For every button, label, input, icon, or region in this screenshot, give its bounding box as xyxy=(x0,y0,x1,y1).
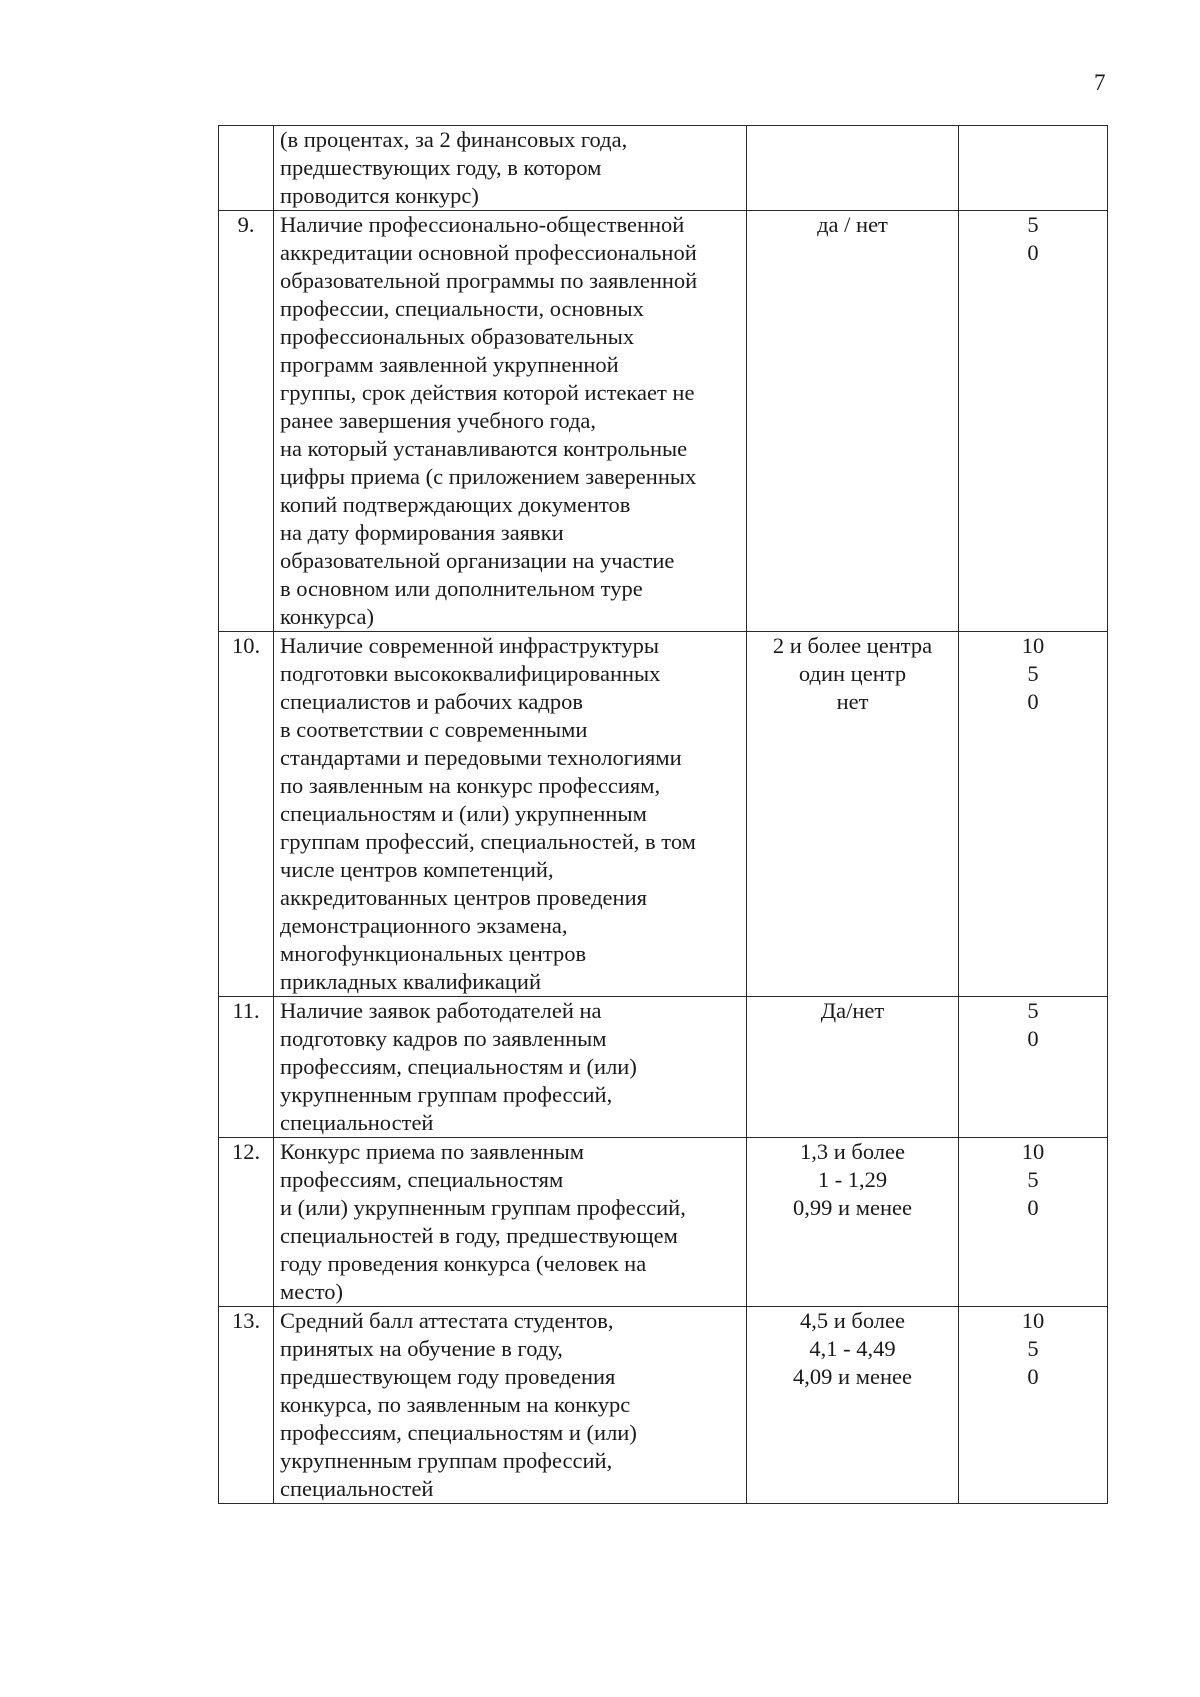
description-line: группы, срок действия которой истекает не xyxy=(280,380,695,405)
value-line: 4,09 и менее xyxy=(793,1364,912,1389)
description-line: профессиональных образовательных xyxy=(280,324,635,349)
row-number-cell: 9. xyxy=(219,211,274,632)
description-line: специальностей xyxy=(280,1476,434,1501)
description-line: году проведения конкурса (человек на xyxy=(280,1251,647,1276)
description-line: специальностей в году, предшествующем xyxy=(280,1223,678,1248)
description-line: принятых на обучение в году, xyxy=(280,1336,563,1361)
description-line: группам профессий, специальностей, в том xyxy=(280,829,696,854)
criteria-table xyxy=(218,125,1108,1504)
row-number-cell: 10. xyxy=(219,632,274,997)
criterion-description-cell xyxy=(274,1138,747,1307)
points-line: 0 xyxy=(1027,1195,1039,1220)
value-line: Да/нет xyxy=(820,998,885,1023)
description-line: Наличие современной инфраструктуры xyxy=(280,633,659,658)
description-line: профессиям, специальностям xyxy=(280,1167,564,1192)
description-line: многофункциональных центров xyxy=(280,941,587,966)
value-line: 2 и более центра xyxy=(772,633,933,658)
points-line: 0 xyxy=(1027,1026,1039,1051)
description-line: образовательной программы по заявленной xyxy=(280,268,698,293)
description-line: копий подтверждающих документов xyxy=(280,492,631,517)
criterion-points-cell xyxy=(959,211,1108,632)
description-line: (в процентах, за 2 финансовых года, xyxy=(280,127,628,152)
description-line: укрупненным группам профессий, xyxy=(280,1448,613,1473)
description-line: специальностей xyxy=(280,1110,434,1135)
criterion-values-cell xyxy=(747,1307,959,1504)
criterion-points-cell xyxy=(959,1307,1108,1504)
description-line: подготовки высококвалифицированных xyxy=(280,661,661,686)
points-line: 5 xyxy=(1027,1167,1039,1192)
criterion-description-cell xyxy=(274,997,747,1138)
criterion-values-cell xyxy=(747,997,959,1138)
points-line: 5 xyxy=(1027,1336,1039,1361)
description-line: предшествующем году проведения xyxy=(280,1364,616,1389)
criterion-description-cell xyxy=(274,126,747,211)
description-line: цифры приема (с приложением заверенных xyxy=(280,464,697,489)
criterion-values-cell xyxy=(747,632,959,997)
table-row xyxy=(219,632,1108,997)
description-line: Средний балл аттестата студентов, xyxy=(280,1308,614,1333)
description-line: в соответствии с современными xyxy=(280,717,588,742)
value-line: да / нет xyxy=(817,212,888,237)
criterion-points-cell xyxy=(959,997,1108,1138)
criteria-table-body xyxy=(219,126,1108,1504)
criterion-values-cell xyxy=(747,211,959,632)
description-line: специалистов и рабочих кадров xyxy=(280,689,583,714)
table-row xyxy=(219,997,1108,1138)
table-row xyxy=(219,211,1108,632)
description-line: демонстрационного экзамена, xyxy=(280,913,568,938)
points-line: 10 xyxy=(1021,633,1045,658)
description-line: программ заявленной укрупненной xyxy=(280,352,619,377)
description-line: образовательной организации на участие xyxy=(280,548,675,573)
criterion-points-cell xyxy=(959,632,1108,997)
value-line: нет xyxy=(836,689,869,714)
criterion-values-cell xyxy=(747,126,959,211)
points-line: 5 xyxy=(1027,661,1039,686)
points-line: 10 xyxy=(1021,1308,1045,1333)
value-line: 4,1 - 4,49 xyxy=(809,1336,896,1361)
description-line: конкурса, по заявленным на конкурс xyxy=(280,1392,631,1417)
description-line: по заявленным на конкурс профессиям, xyxy=(280,773,661,798)
description-line: в основном или дополнительном туре xyxy=(280,576,643,601)
description-line: профессиям, специальностям и (или) xyxy=(280,1054,637,1079)
value-line: 1,3 и более xyxy=(799,1139,906,1164)
description-line: аккредитации основной профессиональной xyxy=(280,240,697,265)
description-line: проводится конкурс) xyxy=(280,183,479,208)
description-line: числе центров компетенций, xyxy=(280,857,554,882)
value-line: 0,99 и менее xyxy=(793,1195,912,1220)
description-line: место) xyxy=(280,1279,344,1304)
description-line: на дату формирования заявки xyxy=(280,520,564,545)
value-line: один центр xyxy=(798,661,907,686)
value-line: 4,5 и более xyxy=(799,1308,906,1333)
description-line: укрупненным группам профессий, xyxy=(280,1082,613,1107)
row-number-cell: 12. xyxy=(219,1138,274,1307)
description-line: на который устанавливаются контрольные xyxy=(280,436,688,461)
points-line: 5 xyxy=(1027,998,1039,1023)
description-line: ранее завершения учебного года, xyxy=(280,408,597,433)
points-line: 0 xyxy=(1027,1364,1039,1389)
criterion-points-cell xyxy=(959,126,1108,211)
description-line: аккредитованных центров проведения xyxy=(280,885,647,910)
description-line: Конкурс приема по заявленным xyxy=(280,1139,585,1164)
points-line: 5 xyxy=(1027,212,1039,237)
description-line: предшествующих году, в котором xyxy=(280,155,602,180)
description-line: прикладных квалификаций xyxy=(280,969,541,994)
criterion-points-cell xyxy=(959,1138,1108,1307)
description-line: подготовку кадров по заявленным xyxy=(280,1026,607,1051)
table-row xyxy=(219,1138,1108,1307)
points-line: 10 xyxy=(1021,1139,1045,1164)
table-row xyxy=(219,1307,1108,1504)
page-number: 7 xyxy=(1094,70,1106,95)
criterion-description-cell xyxy=(274,211,747,632)
value-line: 1 - 1,29 xyxy=(817,1167,888,1192)
table-row xyxy=(219,126,1108,211)
description-line: стандартами и передовыми технологиями xyxy=(280,745,682,770)
description-line: специальностям и (или) укрупненным xyxy=(280,801,647,826)
points-line: 0 xyxy=(1027,689,1039,714)
description-line: Наличие профессионально-общественной xyxy=(280,212,685,237)
criterion-description-cell xyxy=(274,632,747,997)
description-line: и (или) укрупненным группам профессий, xyxy=(280,1195,686,1220)
criterion-description-cell xyxy=(274,1307,747,1504)
description-line: конкурса) xyxy=(280,604,374,629)
description-line: профессии, специальности, основных xyxy=(280,296,644,321)
criterion-values-cell xyxy=(747,1138,959,1307)
row-number-cell: 11. xyxy=(219,997,274,1138)
description-line: Наличие заявок работодателей на xyxy=(280,998,602,1023)
row-number-cell: 13. xyxy=(219,1307,274,1504)
row-number-cell xyxy=(219,126,274,211)
description-line: профессиям, специальностям и (или) xyxy=(280,1420,637,1445)
points-line: 0 xyxy=(1027,240,1039,265)
